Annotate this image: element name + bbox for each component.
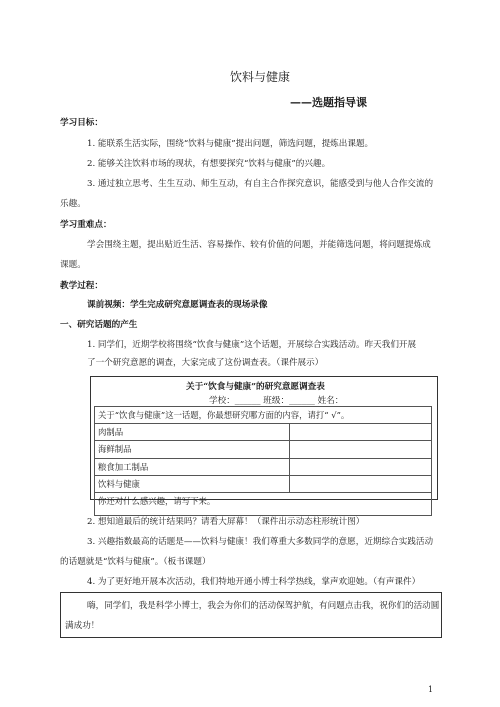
doctor-callout-box (60, 592, 442, 638)
survey-option-label: 粮食加工制品 (95, 458, 290, 475)
callout-line-1: 嗨，同学们，我是科学小博士，我会为你们的活动保驾护航，有问题点击我，祝你们的活动圆 (87, 601, 440, 611)
survey-question-row (95, 407, 432, 424)
keypoints-line-1: 学会围绕主题，提出贴近生活、容易操作、较有价值的问题，并能筛选问题，将问题提炼成 (87, 240, 431, 250)
survey-question: 关于“饮食与健康”这一话题，你最想研究哪方面的内容，请打“ √”。 (95, 407, 432, 424)
goal-item-3-cont: 乐趣。 (60, 199, 86, 209)
survey-option-row (95, 458, 432, 475)
survey-option-label: 饮料与健康 (95, 475, 290, 492)
paragraph-2: 2. 想知道最后的统计结果吗？请看大屏幕！（课件出示动态柱形统计图） (87, 517, 365, 527)
survey-option-label: 肉制品 (95, 424, 290, 441)
survey-followup[interactable]: 你还对什么感兴趣，请写下来。 (95, 492, 432, 515)
paragraph-1-line-1: 1. 同学们，近期学校将围绕“饮食与健康”这个话题，开展综合实践活动。昨天我们开展 (87, 340, 417, 350)
survey-option-checkbox[interactable] (290, 458, 432, 475)
paragraph-3-line-2: 的话题就是“饮料与健康”。（板书课题） (60, 557, 211, 567)
goal-item-2: 2. 能够关注饮料市场的现状，有想要探究“饮料与健康”的兴趣。 (87, 159, 331, 169)
pre-class-video: 课前视频：学生完成研究意愿调查表的现场录像 (87, 300, 268, 310)
goal-item-3: 3. 通过独立思考、生生互动、师生互动，有自主合作探究意识，能感受到与他人合作交流的 (87, 179, 434, 189)
survey-followup-row (95, 492, 432, 515)
process-heading: 教学过程： (60, 281, 103, 291)
goals-heading: 学习目标： (60, 118, 103, 128)
survey-table (94, 406, 432, 516)
paragraph-3-line-1: 3. 兴趣指数最高的话题是——饮料与健康！我们尊重大多数同学的意愿，近期综合实践活动 (87, 537, 434, 547)
paragraph-4: 4. 为了更好地开展本次活动，我们特地开通小博士科学热线，掌声欢迎她。（有声课件） (87, 577, 421, 587)
survey-title: 关于“饮食与健康”的研究意愿调查表 (186, 382, 325, 392)
survey-fields: 学校：______ 班级：______ 姓名： (209, 396, 344, 406)
survey-form (90, 376, 438, 506)
callout-line-2: 满成功！ (65, 621, 100, 631)
survey-option-checkbox[interactable] (290, 424, 432, 441)
survey-option-row (95, 475, 432, 492)
survey-option-label: 海鲜制品 (95, 441, 290, 458)
keypoints-line-2: 课题。 (60, 260, 86, 270)
goal-item-1: 1. 能联系生活实际，围绕“饮料与健康”提出问题，筛选问题，提炼出课题。 (87, 139, 374, 149)
doc-title: 饮料与健康 (230, 70, 291, 84)
paragraph-1-line-2: 了一个研究意愿的调查，大家完成了这份调查表。（课件展示） (87, 358, 324, 368)
survey-option-checkbox[interactable] (290, 475, 432, 492)
page-number: 1 (428, 685, 434, 694)
survey-option-checkbox[interactable] (290, 441, 432, 458)
section-heading-1: 一、研究话题的产生 (60, 320, 138, 330)
survey-option-row (95, 424, 432, 441)
keypoints-heading: 学习重难点： (60, 220, 112, 230)
survey-option-row (95, 441, 432, 458)
doc-subtitle: ——选题指导课 (290, 96, 367, 109)
